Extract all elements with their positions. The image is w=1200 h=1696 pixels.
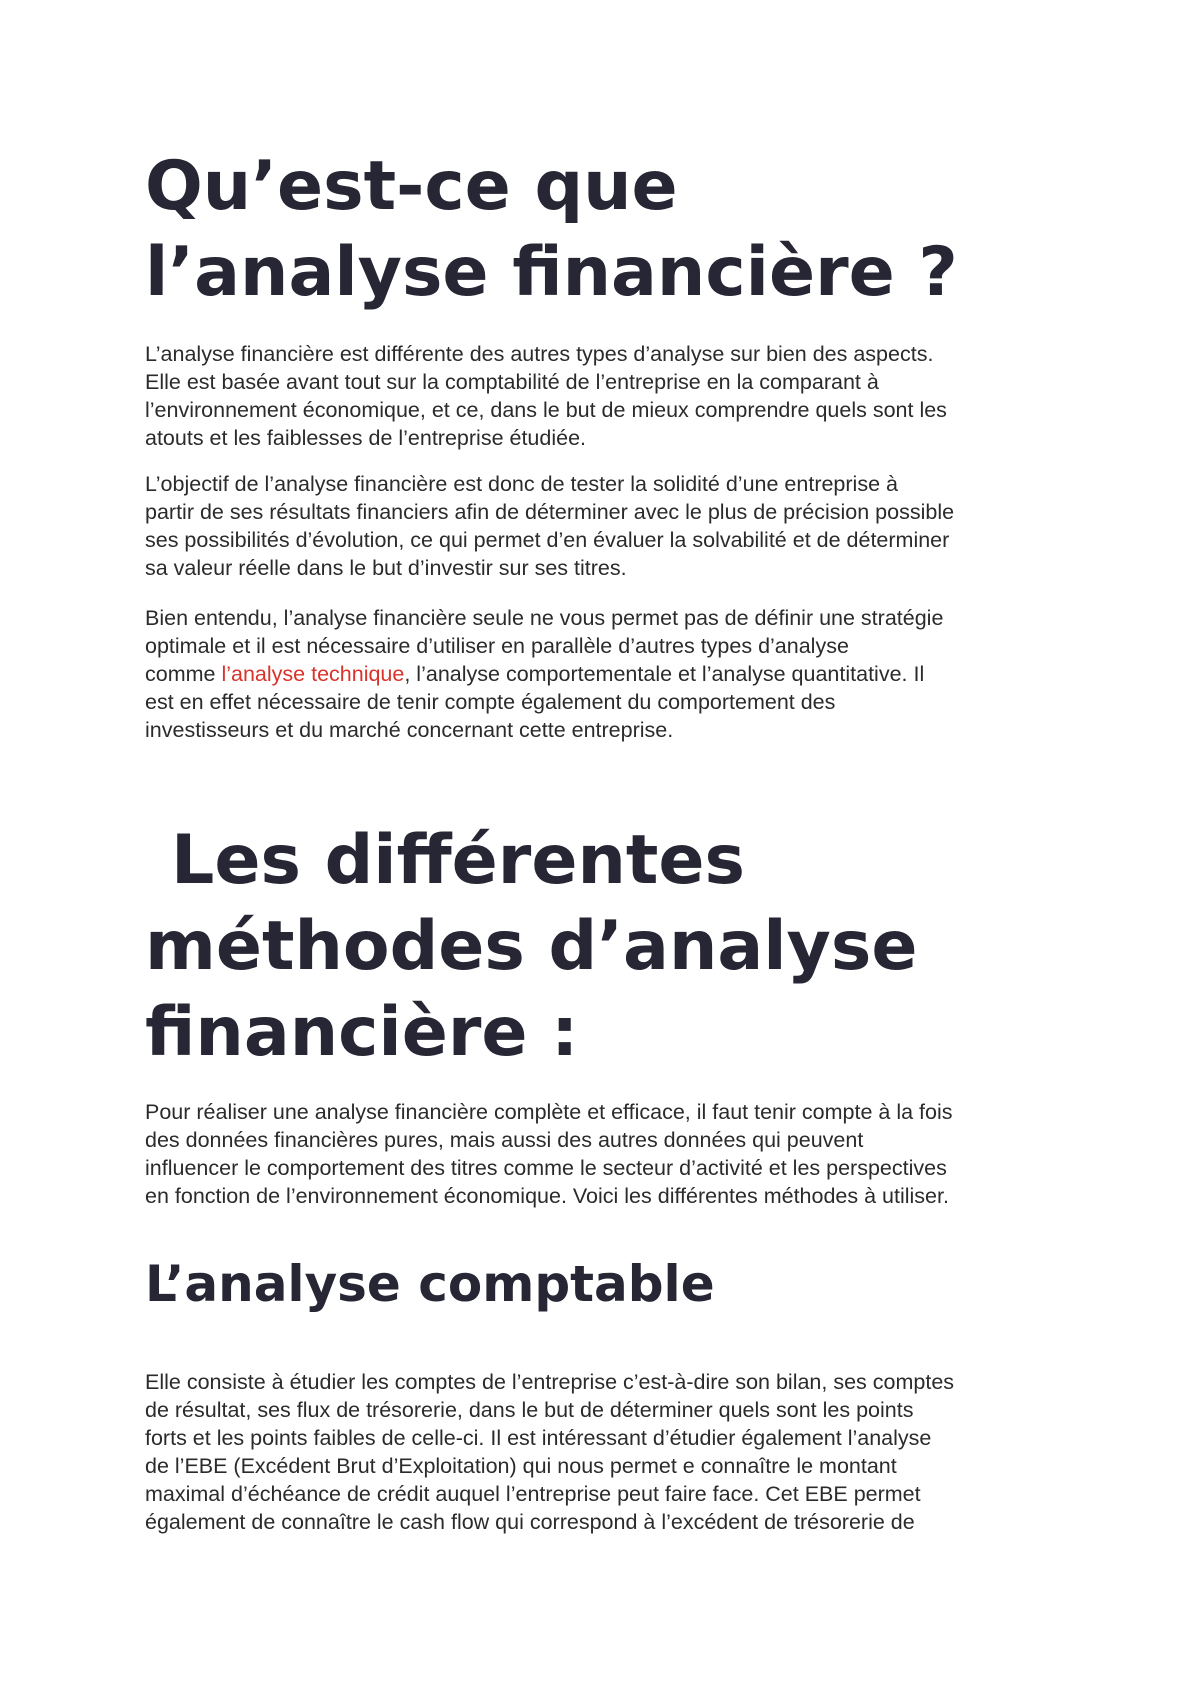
text-line: partir de ses résultats financiers afin de déterminer avec le plus de précision possible xyxy=(145,500,955,524)
heading-what-is-financial-analysis xyxy=(145,144,1075,316)
text-line: atouts et les faiblesses de l’entreprise étudiée. xyxy=(145,426,587,450)
text-line: L’analyse financière est différente des autres types d’analyse sur bien des aspects. xyxy=(145,342,934,366)
text-line-start: comme xyxy=(145,662,222,686)
text-line: investisseurs et du marché concernant cette entreprise. xyxy=(145,718,674,742)
paragraph-intro xyxy=(145,340,1075,452)
heading-line: Les différentes xyxy=(171,821,745,900)
paragraph-accounting-analysis xyxy=(145,1368,1075,1536)
text-line: sa valeur réelle dans le but d’investir sur ses titres. xyxy=(145,556,627,580)
text-line: également de connaître le cash flow qui correspond à l’excédent de trésorerie de xyxy=(145,1510,915,1534)
text-line: Bien entendu, l’analyse financière seule ne vous permet pas de définir une stratégie xyxy=(145,606,944,630)
text-line: est en effet nécessaire de tenir compte également du comportement des xyxy=(145,690,836,714)
text-line: l’environnement économique, et ce, dans le but de mieux comprendre quels sont les xyxy=(145,398,947,422)
text-line: ses possibilités d’évolution, ce qui permet d’en évaluer la solvabilité et de déterminer xyxy=(145,528,950,552)
heading-analysis-methods xyxy=(145,818,1075,1076)
text-line: L’objectif de l’analyse financière est donc de tester la solidité d’une entreprise à xyxy=(145,472,898,496)
text-line: influencer le comportement des titres comme le secteur d’activité et les perspectives xyxy=(145,1156,947,1180)
technical-analysis-link[interactable]: l’analyse technique xyxy=(221,662,405,686)
text-line: Elle consiste à étudier les comptes de l’entreprise c’est-à-dire son bilan, ses comptes xyxy=(145,1370,955,1394)
paragraph-other-analyses xyxy=(145,604,1075,744)
text-line-end: , l’analyse comportementale et l’analyse quantitative. Il xyxy=(404,662,925,686)
text-line: des données financières pures, mais aussi des autres données qui peuvent xyxy=(145,1128,864,1152)
paragraph-methods-intro xyxy=(145,1098,1075,1210)
heading-line: Qu’est-ce que xyxy=(145,147,678,226)
heading-line: l’analyse financière ? xyxy=(145,233,958,312)
text-line: en fonction de l’environnement économique. Voici les différentes méthodes à utiliser. xyxy=(145,1184,949,1208)
heading-accounting-analysis: L’analyse comptable xyxy=(145,1255,715,1313)
paragraph-objective xyxy=(145,470,1075,582)
text-line: forts et les points faibles de celle-ci. Il est intéressant d’étudier également l’analyse xyxy=(145,1426,932,1450)
document-page xyxy=(145,0,1075,1696)
heading-line: financière : xyxy=(145,993,579,1072)
text-line: de l’EBE (Excédent Brut d’Exploitation) qui nous permet e connaître le montant xyxy=(145,1454,897,1478)
text-line: optimale et il est nécessaire d’utiliser en parallèle d’autres types d’analyse xyxy=(145,634,849,658)
text-line: de résultat, ses flux de trésorerie, dans le but de déterminer quels sont les points xyxy=(145,1398,914,1422)
text-line: maximal d’échéance de crédit auquel l’entreprise peut faire face. Cet EBE permet xyxy=(145,1482,921,1506)
text-line: Elle est basée avant tout sur la comptabilité de l’entreprise en la comparant à xyxy=(145,370,879,394)
heading-line: méthodes d’analyse xyxy=(145,907,918,986)
text-line: Pour réaliser une analyse financière complète et efficace, il faut tenir compte à la fois xyxy=(145,1100,953,1124)
